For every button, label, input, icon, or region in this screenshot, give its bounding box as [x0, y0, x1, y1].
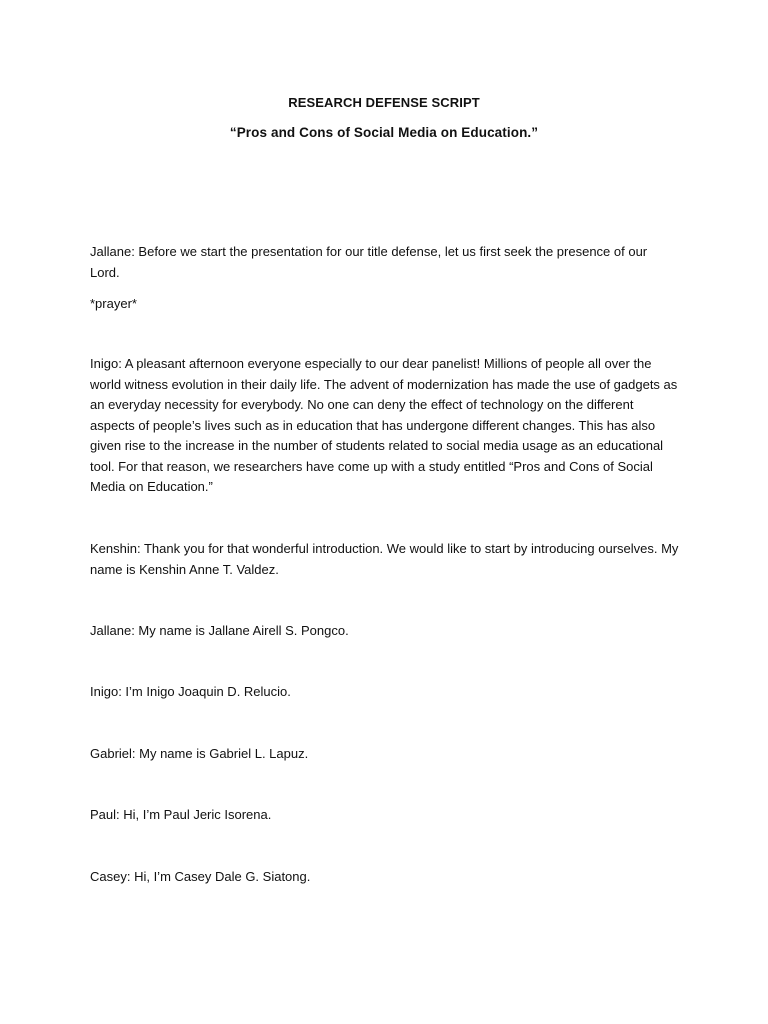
paragraph-paul-name: Paul: Hi, I’m Paul Jeric Isorena. — [90, 807, 272, 822]
paragraph-inigo-name: Inigo: I’m Inigo Joaquin D. Relucio. — [90, 684, 291, 699]
paragraph-gabriel-name: Gabriel: My name is Gabriel L. Lapuz. — [90, 746, 309, 761]
paragraph-kenshin-intro: Kenshin: Thank you for that wonderful introduction. We would like to start by introducing ourselves. My name is Kenshin Anne T. Valdez. — [90, 541, 679, 577]
paragraph-prayer: *prayer* — [90, 296, 137, 311]
document-subtitle: “Pros and Cons of Social Media on Education.” — [229, 125, 539, 140]
paragraph-jallane-name: Jallane: My name is Jallane Airell S. Pongco. — [90, 623, 349, 638]
paragraph-opening-prayer-request: Jallane: Before we start the presentation for our title defense, let us first seek the presence of our Lord. — [90, 244, 648, 280]
paragraph-casey-name: Casey: Hi, I’m Casey Dale G. Siatong. — [90, 869, 311, 884]
document-title: RESEARCH DEFENSE SCRIPT — [288, 95, 480, 110]
paragraph-introduction: Inigo: A pleasant afternoon everyone especially to our dear panelist! Millions of people all over the world witness evolution in their daily life. The advent of modernization has made the use of gadgets as an everyday necessity for everybody. No one can deny the effect of technology on the different aspects of people’s lives such as in education that has undergone different changes. This has also given rise to the increase in the number of students related to social media usage as an educational tool. For that reason, we researchers have come up with a study entitled “Pros and Cons of Social Media on Education.” — [90, 356, 678, 494]
